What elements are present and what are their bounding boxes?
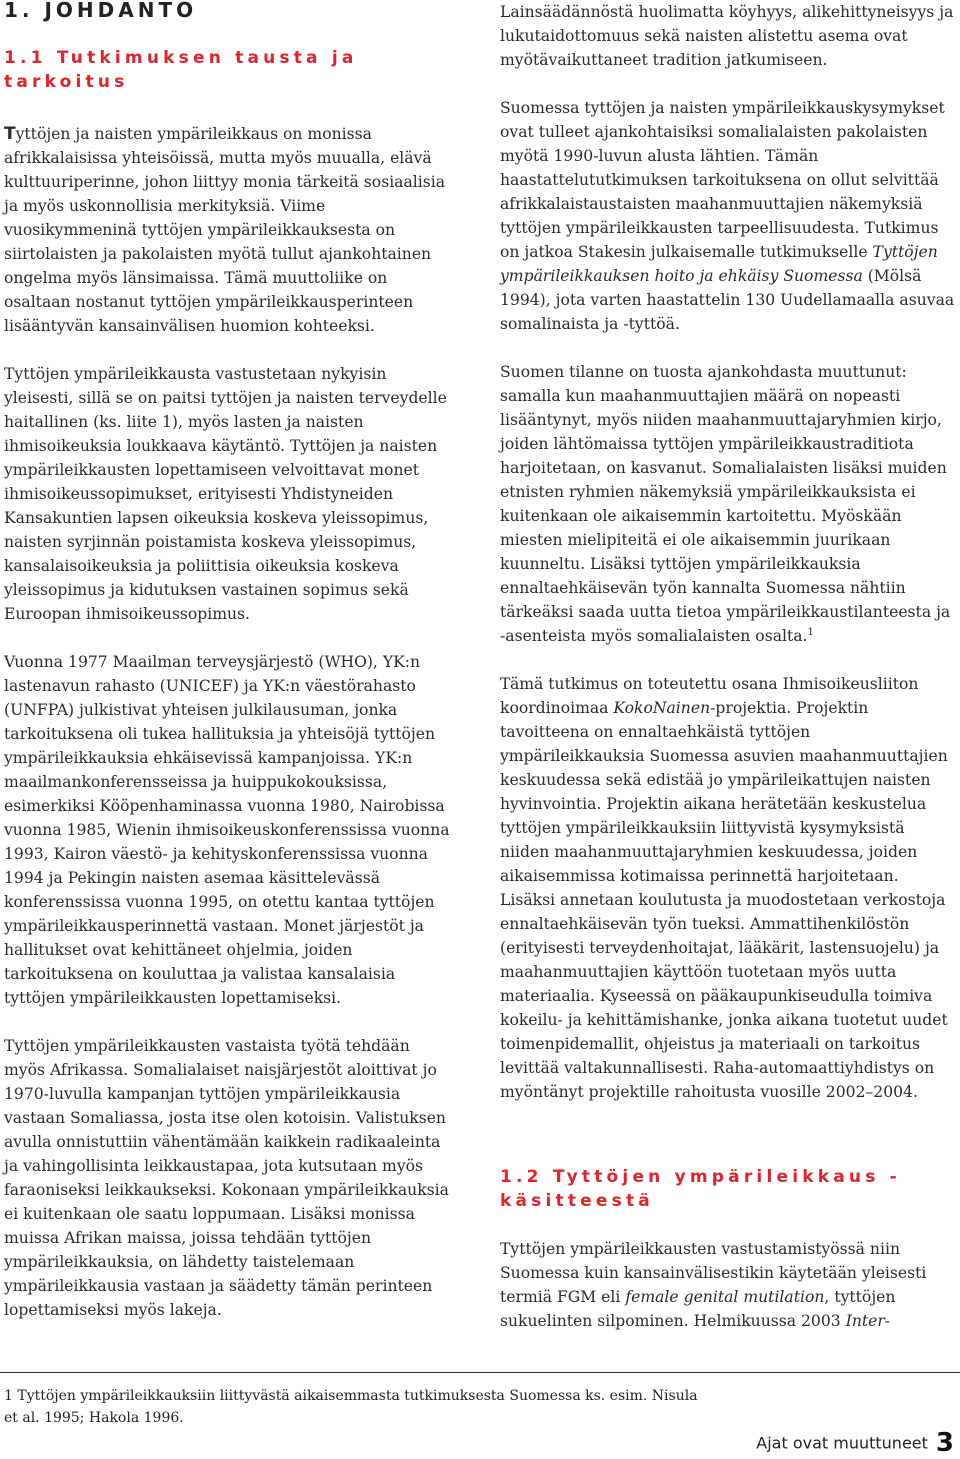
right-column — [500, 0, 958, 1104]
drop-initial: T — [4, 124, 16, 144]
term-fgm: female genital mutilation — [625, 1288, 825, 1306]
paragraph-terminology-text-a: Tyttöjen ympärileikkausten vastustamistyössä niin Suomessa kuin kansainvälisestikin käytetään yleisesti termiä FGM eli — [500, 1240, 927, 1306]
page-footer — [756, 1428, 954, 1458]
footnote-divider — [0, 1372, 960, 1373]
paragraph-legislation: Lainsäädännöstä huolimatta köyhyys, alikehittyneisyys ja lukutaidottomuus sekä naisten alistettu asema ovat myötävaikuttaneet tradition jatkumiseen. — [500, 3, 954, 69]
paragraph-terminology — [500, 1237, 958, 1333]
paragraph-intro-text: yttöjen ja naisten ympärileikkaus on monissa afrikkalaisissa yhteisöissä, mutta myös muualla, elävä kulttuuriperinne, johon liittyy monia tärkeitä sosiaalisia ja myös uskonnollisia merkityksiä. Viime vuosikymmeninä tyttöjen ympärileikkauksesta on siirtolaisten ja pakolaisten myötä tullut ajankohtainen ongelma myös länsimaissa. Tämä muuttoliike on osaltaan nostanut tyttöjen ympärileikkausperinteen lisääntyvän kansainvälisen huomion kohteeksi. — [4, 125, 446, 335]
paragraph-international: Vuonna 1977 Maailman terveysjärjestö (WHO), YK:n lastenavun rahasto (UNICEF) ja YK:n väestörahasto (UNFPA) julkistivat yhteisen julkilausuman, jonka tarkoituksena oli tukea hallituksia ja yhteisöjä tyttöjen ympärileikkauksia ehkäisevissä kampanjoissa. YK:n maailmankonferensseissa ja huippukokouksissa, esimerkiksi Kööpenhaminassa vuonna 1980, Nairobissa vuonna 1985, Wienin ihmisoikeuskonferenssissa vuonna 1993, Kairon väestö- ja kehityskonferenssissa vuonna 1994 ja Pekingin naisten asemaa käsittelevässä konferenssissa vuonna 1995, on otettu kantaa tyttöjen ympärileikkausperinnettä vastaan. Monet järjestöt ja hallitukset ovat kehittäneet ohjelmia, joiden tarkoituksena on kouluttaa ja valistaa kansalaisia tyttöjen ympärileikkausten lopettamiseksi. — [4, 653, 450, 1007]
paragraph-project — [500, 672, 958, 1104]
chapter-title: 1. JOHDANTO — [4, 0, 198, 22]
right-column-bottom — [500, 1237, 958, 1333]
footer-label: Ajat ovat muuttuneet — [756, 1433, 928, 1453]
paragraph-terminology-text-b: , tyttöjen sukuelinten silpominen. Helmikuussa 2003 — [500, 1288, 896, 1330]
project-name: KokoNainen — [613, 699, 711, 717]
paragraph-situation-text: Suomen tilanne on tuosta ajankohdasta muuttunut: samalla kun maahanmuuttajien määrä on nopeasti lisääntynyt, myös niiden maahanmuuttajaryhmien kirjo, joiden lähtömaissa tyttöjen ympärileikkaustraditiota harjoitetaan, on kasvanut. Somalialaisten lisäksi muiden etnisten ryhmien näkemyksiä ympärileikkauksista ei kuitenkaan ole aikaisemmin kartoitettu. Myöskään miesten mielipiteitä ei ole aikaisemmin juurikaan kuunneltu. Lisäksi tyttöjen ympärileikkauksia ennaltaehkäisevän työn kannalta Suomessa nähtiin tärkeäksi saada uutta tietoa ympärileikkaustilanteesta ja -asenteista myös somalialaisten osalta. — [500, 363, 951, 645]
left-column — [4, 122, 452, 1322]
continued-word: Inter- — [845, 1312, 891, 1330]
footnote-marker: 1 — [807, 626, 814, 638]
paragraph-project-text-a: Tämä tutkimus on toteutettu osana Ihmisoikeusliiton koordinoimaa — [500, 675, 919, 717]
footnote: 1 Tyttöjen ympärileikkauksiin liittyvästä aikaisemmasta tutkimuksesta Suomessa ks. esim. Nisula et al. 1995; Hakola 1996. — [4, 1388, 698, 1426]
paragraph-opposition: Tyttöjen ympärileikkausta vastustetaan nykyisin yleisesti, sillä se on paitsi tyttöjen ja naisten terveydelle haitallinen (ks. liite 1), myös lasten ja naisten ihmisoikeuksia loukkaava käytäntö. Tyttöjen ja naisten ympärileikkausten lopettamiseen velvoittavat monet ihmisoikeussopimukset, erityisesti Yhdistyneiden Kansakuntien lapsen oikeuksia koskeva yleissopimus, naisten syrjinnän poistamista koskeva yleissopimus, kansalaisoikeuksia ja poliittisia oikeuksia koskeva yleissopimus ja kidutuksen vastainen sopimus sekä Euroopan ihmisoikeussopimus. — [4, 365, 447, 623]
paragraph-africa: Tyttöjen ympärileikkausten vastaista työtä tehdään myös Afrikassa. Somalialaiset naisjärjestöt aloittivat jo 1970-luvulla kampanjan tyttöjen ympärileikkausia vastaan Somaliassa, josta itse olen kotoisin. Valistuksen avulla onnistuttiin vähentämään kaikkein radikaaleinta ja vahingollisinta leikkaustapaa, jota kutsutaan myös faraoniseksi leikkaukseksi. Kokonaan ympärileikkauksia ei kuitenkaan ole saatu loppumaan. Lisäksi monissa muissa Afrikan maissa, joissa tehdään tyttöjen ympärileikkauksia, on lähdetty taistelemaan ympärileikkausia vastaan ja säädetty tämän perinteen lopettamiseksi myös lakeja. — [4, 1037, 449, 1319]
paragraph-finland-text-a: Suomessa tyttöjen ja naisten ympärileikkauskysymykset ovat tulleet ajankohtaisiksi somalialaisten pakolaisten myötä 1990-luvun alusta lähtien. Tämän haastattelututkimuksen tarkoituksena on ollut selvittää afrikkalaistaustaisten maahanmuuttajien näkemyksiä tyttöjen ympärileikkausten tarpeellisuudesta. Tutkimus on jatkoa Stakesin julkaisemalle tutkimukselle — [500, 99, 945, 261]
paragraph-project-text-b: -projektia. Projektin tavoitteena on ennaltaehkäistä tyttöjen ympärileikkauksia Suomessa asuvien maahanmuuttajien keskuudessa sekä edistää jo ympärileikattujen naisten hyvinvointia. Projektin aikana herätetään keskustelua tyttöjen ympärileikkauksiin liittyvistä kysymyksistä niiden maahanmuuttajaryhmien keskuudessa, joiden aikaisemmissa kotimaissa perinnettä harjoitetaan. Lisäksi annetaan koulutusta ja muodostetaan verkostoja ennaltaehkäisevän työn tueksi. Ammattihenkilöstön (erityisesti terveydenhoitajat, lääkärit, lastensuojelu) ja maahanmuuttajien käyttöön tuotetaan myös uutta materiaalia. Kyseessä on pääkaupunkiseudulla toimiva kokeilu- ja kehittämishanke, jonka aikana tuotetut uudet toimenpidemallit, ohjeistus ja materiaali on tarkoitus levittää valtakunnallisesti. Raha-automaattiyhdistys on myöntänyt projektille rahoitusta vuosille 2002–2004. — [500, 699, 948, 1101]
page-number: 3 — [935, 1428, 954, 1458]
section-heading-1-1: 1.1 Tutkimuksen tausta ja tarkoitus — [4, 48, 358, 92]
paragraph-finland-text-b: (Mölsä 1994), jota varten haastattelin 130 Uudellamaalla asuvaa somalinaista ja -tyttöä. — [500, 267, 955, 333]
section-heading-1-2: 1.2 Tyttöjen ympärileikkaus -käsitteestä — [500, 1167, 901, 1211]
cited-title: Tyttöjen ympärileikkauksen hoito ja ehkäisy Suomessa — [500, 243, 938, 285]
paragraph-finland — [500, 96, 958, 336]
paragraph-situation — [500, 360, 958, 648]
paragraph-intro — [4, 122, 452, 338]
